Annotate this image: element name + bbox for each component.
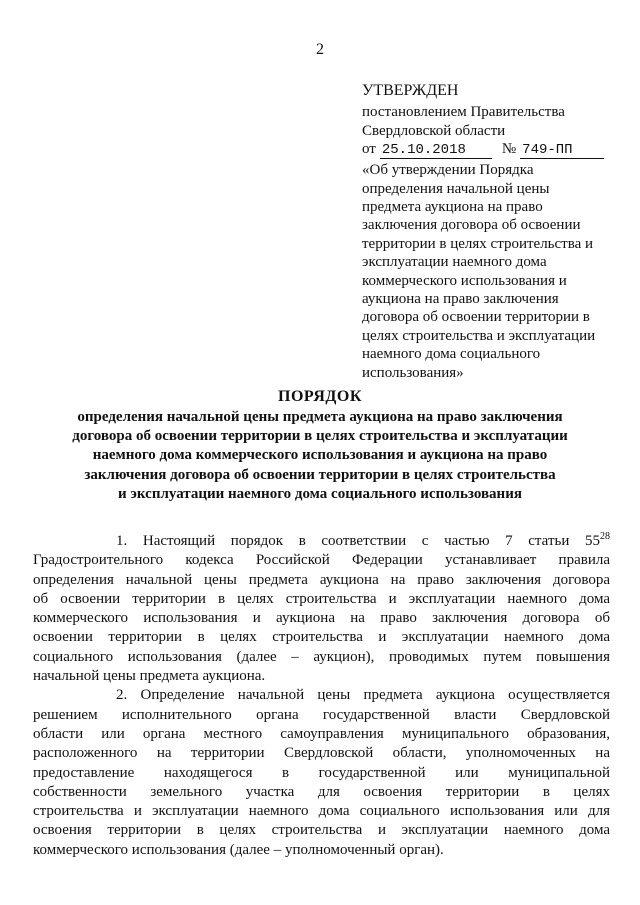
approval-date: 25.10.2018	[380, 143, 492, 159]
document-title: ПОРЯДОК	[278, 388, 362, 405]
paragraph-line: области или органа местного самоуправления муниципального образования,	[33, 725, 610, 742]
paragraph-line: Градостроительного кодекса Российской Федерации устанавливает правила	[33, 552, 610, 569]
document-body	[33, 531, 610, 860]
date-prefix: от	[362, 141, 376, 158]
number-sign: №	[501, 141, 517, 158]
decree-title-line: аукциона на право заключения	[362, 291, 559, 308]
decree-title-line: наемного дома социального	[362, 346, 541, 363]
paragraph-line: начальной цены предмета аукциона.	[33, 668, 266, 685]
decree-title	[362, 161, 624, 382]
article-superscript: 28	[600, 531, 610, 542]
document-subtitle-line: договора об освоении территории в целях строительства и эксплуатации	[72, 428, 568, 445]
decree-title-line: использования»	[362, 364, 464, 381]
paragraph-line	[116, 532, 610, 551]
approval-title: УТВЕРЖДЕН	[362, 82, 459, 99]
paragraph-2	[33, 686, 610, 860]
paragraph-line: освоения территории в целях строительства и эксплуатации наемного дома	[33, 822, 610, 839]
paragraph-line: собственности земельного участка для освоения территории в целях	[33, 783, 610, 800]
paragraph-line: строительства и эксплуатации наемного дома социального использования или для	[33, 803, 610, 820]
paragraph-1	[33, 531, 610, 686]
document-subtitle-line: и эксплуатации наемного дома социального использования	[118, 485, 522, 502]
decree-title-line: эксплуатации наемного дома	[362, 254, 547, 271]
document-subtitle-line: заключения договора об освоении территории в целях строительства	[84, 466, 556, 483]
decree-title-line: предмета аукциона на право	[362, 199, 543, 216]
paragraph-line: об освоении территории в целях строительства и эксплуатации наемного дома	[33, 590, 610, 607]
page-number: 2	[316, 41, 324, 58]
document-subtitle-line: определения начальной цены предмета аукциона на право заключения	[77, 409, 563, 425]
paragraph-line-text: 1. Настоящий порядок в соответствии с частью 7 статьи 55	[116, 533, 600, 549]
document-heading	[0, 387, 640, 504]
paragraph-line: определения начальной цены предмета аукциона на право заключения договора	[33, 571, 610, 588]
paragraph-line: коммерческого использования (далее – уполномоченный орган).	[33, 841, 444, 858]
approval-line: Свердловской области	[362, 122, 506, 139]
paragraph-line: освоении территории в целях строительства и эксплуатации наемного дома	[33, 629, 610, 646]
paragraph-line: 2. Определение начальной цены предмета аукциона осуществляется	[116, 687, 610, 704]
decree-title-line: «Об утверждении Порядка	[362, 162, 534, 179]
approval-line: постановлением Правительства	[362, 104, 565, 121]
decree-title-line: коммерческого использования и	[362, 272, 567, 289]
approval-number: 749-ПП	[520, 143, 604, 159]
paragraph-line: расположенного на территории Свердловской области, уполномоченных на	[33, 745, 610, 762]
paragraph-line: социального использования (далее – аукцион), проводимых путем повышения	[33, 648, 610, 665]
decree-title-line: определения начальной цены	[362, 180, 550, 197]
paragraph-line: решением исполнительного органа государственной власти Свердловской	[33, 706, 610, 723]
decree-title-line: целях строительства и эксплуатации	[362, 327, 596, 344]
paragraph-line: предоставление находящегося в государственной или муниципальной	[33, 764, 610, 781]
decree-title-line: договора об освоении территории в	[362, 309, 590, 326]
approval-stamp	[362, 82, 624, 382]
document-subtitle-line: наемного дома коммерческого использования и аукциона на право	[92, 447, 548, 464]
approval-date-row	[362, 140, 624, 159]
paragraph-line: коммерческого использования и аукциона на право заключения договора об	[33, 610, 610, 627]
decree-title-line: заключения договора об освоении	[362, 217, 581, 234]
decree-title-line: территории в целях строительства и	[362, 235, 594, 252]
